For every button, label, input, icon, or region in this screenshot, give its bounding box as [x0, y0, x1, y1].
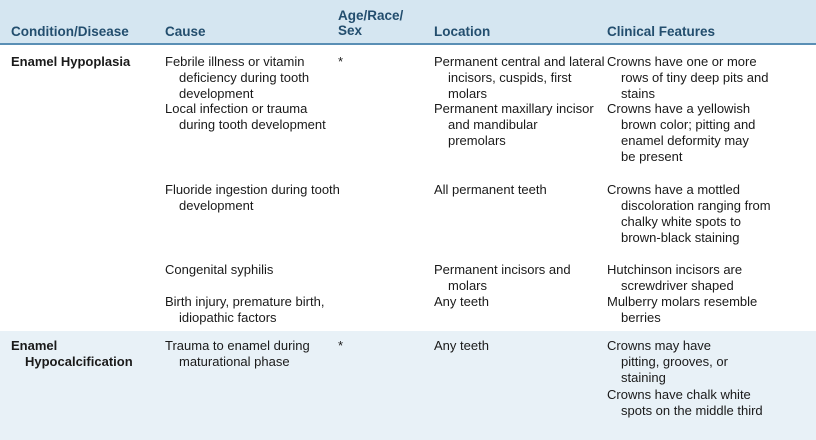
features-cell: Crowns have chalk white spots on the middle third — [607, 387, 763, 418]
condition-cell: Enamel Hypoplasia — [11, 54, 131, 69]
condition-cell: Enamel Hypocalcification — [11, 338, 133, 369]
features-cell: Crowns have a yellowish brown color; pitting and enamel deformity may be present — [607, 101, 756, 164]
cause-cell: Congenital syphilis — [165, 262, 274, 277]
location-cell: Any teeth — [434, 294, 489, 309]
header-age-race-sex: Age/Race/ Sex — [338, 8, 404, 38]
features-cell: Crowns may have pitting, grooves, or staining — [607, 338, 728, 385]
age-cell: * — [338, 338, 344, 353]
location-cell: Permanent maxillary incisor and mandibular premolars — [434, 101, 594, 148]
cause-cell: Birth injury, premature birth, idiopathic factors — [165, 294, 325, 325]
features-cell: Crowns have one or more rows of tiny deep pits and stains — [607, 54, 769, 101]
header-location: Location — [434, 24, 491, 39]
cause-cell: Local infection or trauma during tooth development — [165, 101, 326, 132]
cause-cell: Febrile illness or vitamin deficiency during tooth development — [165, 54, 310, 101]
location-cell: Permanent central and lateral incisors, cuspids, first molars — [434, 54, 605, 101]
cause-cell: Fluoride ingestion during tooth development — [165, 182, 340, 213]
location-cell: Any teeth — [434, 338, 489, 353]
table-header — [0, 0, 816, 45]
features-cell: Mulberry molars resemble berries — [607, 294, 758, 325]
location-cell: All permanent teeth — [434, 182, 547, 197]
header-condition: Condition/Disease — [11, 24, 129, 39]
location-cell: Permanent incisors and molars — [434, 262, 571, 293]
features-cell: Hutchinson incisors are screwdriver shaped — [607, 262, 743, 293]
cause-cell: Trauma to enamel during maturational phase — [165, 338, 310, 369]
header-clinical-features: Clinical Features — [607, 24, 716, 39]
features-cell: Crowns have a mottled discoloration ranging from chalky white spots to brown-black staining — [607, 182, 771, 245]
age-cell: * — [338, 54, 344, 69]
header-cause: Cause — [165, 24, 206, 39]
